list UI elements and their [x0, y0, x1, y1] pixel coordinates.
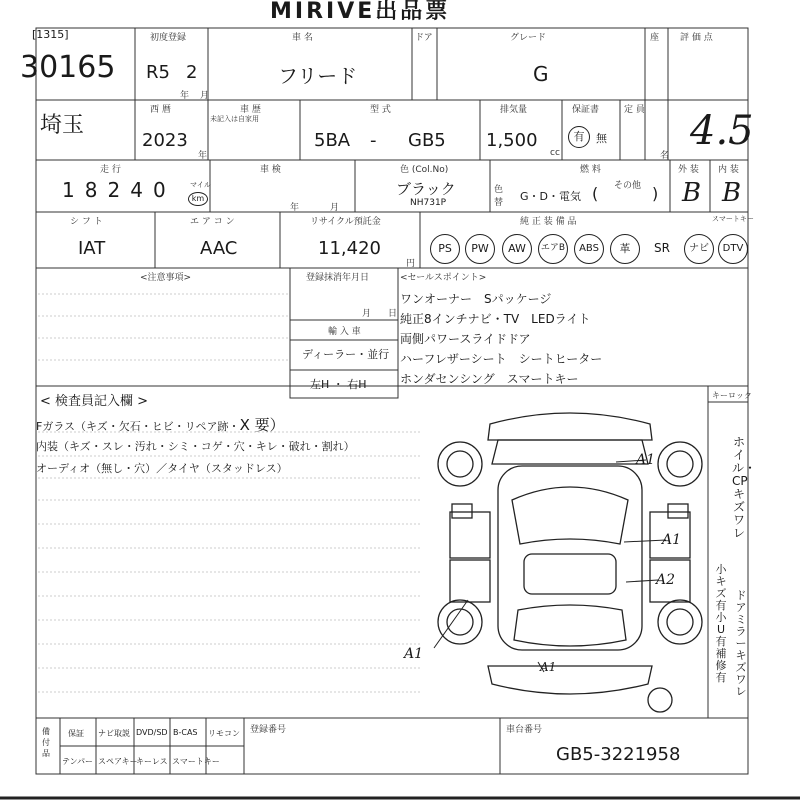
exterior-label: 外 装 — [678, 165, 699, 175]
score-label: 評 価 点 — [680, 33, 713, 43]
inspection-year-unit: 年 — [290, 203, 300, 213]
inspection-date-label: 車 検 — [260, 165, 281, 175]
damage-mark: A1 — [662, 532, 682, 548]
lot-id: [1315] — [32, 28, 69, 41]
glass-note-text: Fガラス（キズ・欠石・ヒビ・リペア跡・ — [36, 420, 240, 433]
glass-note — [36, 414, 285, 435]
prefecture-value: 埼玉 — [40, 113, 85, 138]
smartkey-label: スマートキー — [712, 215, 754, 223]
reg-number-label: 登録番号 — [250, 725, 287, 735]
seats-label: 座 — [650, 33, 660, 43]
acc-temper: テンパー — [62, 757, 94, 766]
fuel-options: G・D・電気 — [520, 190, 581, 203]
color-code: NH731P — [410, 198, 447, 208]
equipment-label: 純 正 装 備 品 — [520, 217, 577, 227]
caution-label: <注意事項> — [140, 273, 192, 283]
acc-navi-manual: ナビ取説 — [98, 729, 130, 738]
side-note-scratch: 小キズ有 小U有 補修有 — [715, 563, 727, 684]
mileage-unit-mile: マイル — [190, 181, 211, 189]
damage-mark: A1 — [540, 660, 557, 674]
person-unit: 名 — [660, 151, 670, 161]
lr-value: 左H ・ 右H — [310, 378, 367, 391]
dealer-value: ディーラー・並行 — [302, 348, 390, 361]
capacity-label: 定 員 — [624, 105, 645, 115]
mileage-digit: 8 — [84, 178, 108, 202]
model-label: 型 式 — [370, 105, 391, 115]
inspector-label: < 検査員記入欄 > — [40, 394, 149, 409]
model-prefix: 5BA — [314, 130, 351, 151]
mileage-digit: 0 — [152, 178, 176, 202]
fuel-other-label: その他 — [614, 181, 642, 191]
equip-ps: PS — [430, 234, 460, 264]
reg-month: 月 — [362, 309, 372, 319]
era-value: R5 — [146, 62, 170, 83]
interior-value: B — [722, 178, 742, 208]
exterior-value: B — [682, 178, 702, 208]
mileage-digit: 4 — [130, 178, 153, 202]
displacement-value: 1,500 — [486, 130, 538, 151]
interior-note: 内装（キズ・スレ・汚れ・シミ・コゲ・穴・キレ・破れ・割れ） — [36, 440, 355, 453]
equip-sr: SR — [654, 241, 670, 255]
reg-day: 日 — [388, 309, 398, 319]
sales-point: ハーフレザーシート シートヒーター — [400, 352, 603, 366]
acc-warranty: 保証 — [68, 729, 84, 738]
sales-point: ワンオーナー Sパッケージ — [400, 292, 552, 306]
car-name-label: 車 名 — [292, 33, 313, 43]
vehicle-label: 車 歴 — [240, 105, 261, 115]
side-note-mirror: ドアミラーキズ ワレ — [735, 589, 747, 698]
glass-note-mark: X 要） — [239, 416, 285, 434]
chassis-number-value: GB5-3221958 — [556, 744, 681, 765]
equip-navi: ナビ — [684, 234, 714, 264]
acc-dvd: DVD/SD — [136, 728, 168, 737]
equip-dtv: DTV — [718, 234, 748, 264]
equip-abs: ABS — [574, 234, 604, 264]
inspection-month-unit: 月 — [330, 203, 340, 213]
equip-leather: 革 — [610, 234, 640, 264]
sales-point: 純正8インチナビ・TV LEDライト — [400, 312, 591, 326]
shift-value: IAT — [78, 238, 106, 259]
mileage-digit: 2 — [107, 178, 131, 202]
page-title: MIRIVE出品票 — [270, 0, 451, 24]
year-model-label: 西 暦 — [150, 105, 171, 115]
grade-value: G — [533, 62, 549, 86]
color-change-mark: 色替 — [494, 185, 504, 208]
mileage-digit: 1 — [62, 178, 85, 202]
model-dash: - — [370, 130, 377, 151]
acc-spare-key: スペアキー — [98, 757, 138, 766]
aircon-value: AAC — [200, 238, 238, 259]
recycle-value: 11,420 — [318, 238, 381, 259]
mileage-unit-km: km — [188, 192, 208, 206]
acc-keyless: キーレス — [136, 757, 168, 766]
era-year-value: 2 — [186, 62, 198, 83]
car-diagram — [420, 404, 710, 716]
equip-aw: AW — [502, 234, 532, 264]
damage-mark: A2 — [656, 572, 676, 588]
accessories-label: 備付品 — [42, 727, 50, 758]
mileage-digits — [62, 178, 176, 202]
inspection-label: 保証書 — [572, 105, 600, 115]
door-label: ドア — [415, 33, 433, 43]
fuel-paren-close: ) — [652, 184, 659, 203]
mileage-label: 走 行 — [100, 165, 121, 175]
equip-airbag: エアB — [538, 234, 568, 264]
color-name: ブラック — [396, 180, 456, 198]
vehicle-note: 未記入は自家用 — [210, 115, 259, 123]
recycle-label: リサイクル預託金 — [310, 217, 381, 227]
damage-mark: A1 — [404, 646, 424, 662]
era-unit: 年 — [198, 151, 208, 161]
damage-mark: A1 — [636, 452, 656, 468]
shift-label: シ フ ト — [70, 217, 103, 227]
import-label: 輸 入 車 — [328, 327, 361, 337]
grade-label: グレード — [510, 33, 547, 43]
model-code: GB5 — [408, 130, 446, 151]
sales-point: ホンダセンシング スマートキー — [400, 372, 579, 386]
side-note-wheel: ホイル・CPキズ ワレ — [732, 435, 757, 540]
acc-bcas: B-CAS — [173, 728, 198, 737]
sales-point: 両側パワースライドドア — [400, 332, 531, 346]
cc-unit: cc — [550, 148, 560, 158]
audio-note: オーディオ（無し・穴）／タイヤ（スタッドレス） — [36, 462, 288, 475]
yen-unit: 円 — [406, 259, 416, 269]
fuel-paren-open: ( — [592, 184, 599, 203]
acc-smartkey: スマートキー — [172, 757, 220, 766]
car-name-value: フリード — [278, 64, 358, 88]
inspection-no: 無 — [596, 132, 607, 145]
equip-pw: PW — [465, 234, 495, 264]
aircon-label: エ ア コ ン — [190, 217, 235, 227]
chassis-number-label: 車台番号 — [506, 725, 543, 735]
year-unit: 年 — [180, 91, 190, 101]
fuel-label: 燃 料 — [580, 165, 601, 175]
displacement-label: 排気量 — [500, 105, 528, 115]
reg-date-label: 登録抹消年月日 — [306, 273, 370, 283]
sales-points-label: <セールスポイント> — [400, 273, 487, 283]
color-label: 色 (Col.No) — [400, 165, 449, 175]
interior-label: 内 装 — [718, 165, 739, 175]
first-reg-label: 初度登録 — [150, 33, 187, 43]
keyless-label: キーロック — [712, 391, 752, 400]
inspection-yes: 有 — [568, 126, 590, 148]
year-value: 2023 — [142, 130, 188, 151]
score-value: 4.5 — [690, 108, 754, 154]
lot-number: 30165 — [20, 50, 116, 85]
month-unit: 月 — [200, 91, 210, 101]
acc-remote: リモコン — [208, 729, 240, 738]
